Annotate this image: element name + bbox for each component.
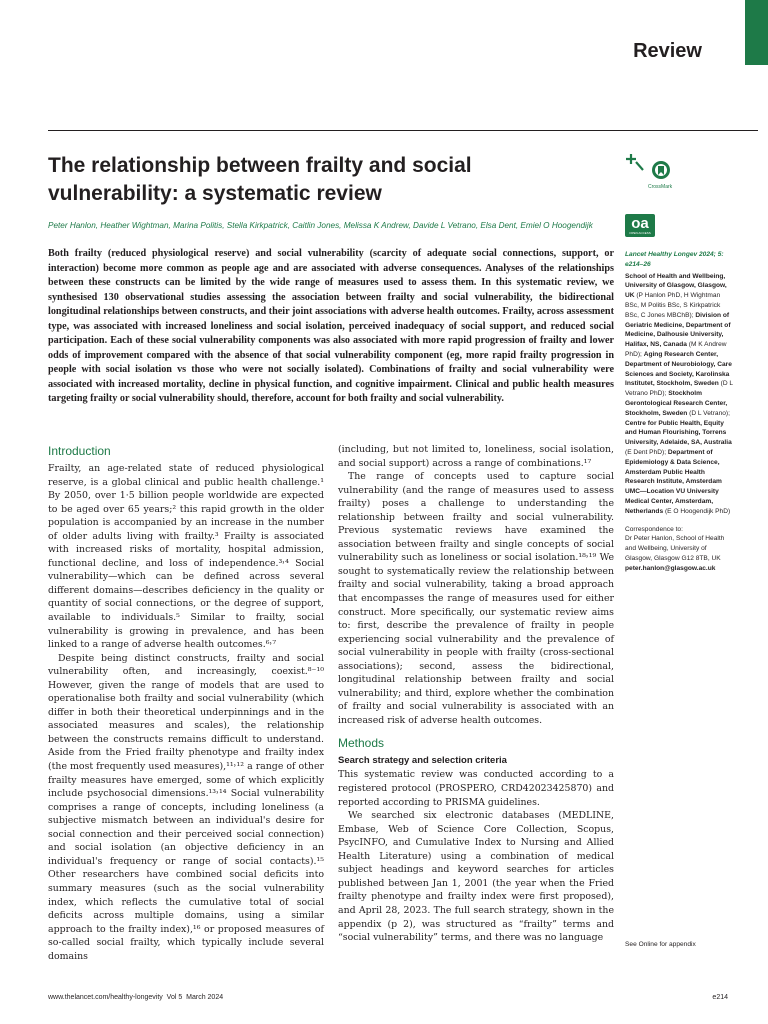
crossmark-label: CrossMark: [648, 184, 673, 190]
footer-url[interactable]: www.thelancet.com/healthy-longevity: [48, 994, 163, 1001]
page-number: e214: [712, 994, 728, 1001]
affiliation-authors: (E O Hoogendijk PhD): [664, 507, 731, 515]
affiliation-institution: Stockholm Gerontological Research Center, Stockholm, Sweden: [625, 390, 728, 417]
affiliation-institution: School of Health and Wellbeing, University of Glasgow, Glasgow, UK: [625, 272, 727, 300]
oa-small-label: OPEN ACCESS: [629, 231, 651, 235]
affiliation-institution: Department of Epidemiology & Data Science, Amsterdam Public Health Research Institute, Amsterdam UMC—Location VU University Medical Center, Amsterdam, Netherlands: [625, 448, 722, 515]
oa-label: oa: [631, 215, 649, 232]
intro-paragraph-1: Frailty, an age-related state of reduced physiological reserve, is a global clinical and public health challenge.¹ By 2050, over 1·5 billion people worldwide are expected to be aged over 65 years;² this rapid growth in the older population is accompanied by an increase in the number of older adults living with frailty.³ Frailty is associated with increased risks of mortality, hospital admission, functional decline, and loss of independence.³˒⁴ Social vulnerability—which can be defined across several different domains—describes deficiency in the quality or quantity of social connections, or the degree of support, available to individuals.⁵ Similar to frailty, social vulnerability is growing in prevalence, and has been linked to a range of adverse health outcomes.⁶˒⁷: [48, 463, 324, 651]
section-color-bar: [745, 0, 768, 65]
footer-left: [48, 994, 223, 1001]
intro-paragraph-2: Despite being distinct constructs, frailty and social vulnerability often, and increasingly, coexist.⁸⁻¹⁰ However, given the range of models that are used to operationalise both frailty and social vulnerability (which differ in both their theoretical underpinnings and in the associated measures and scales), the relationship between the constructs remains difficult to understand. Aside from the Fried frailty phenotype and frailty index (the most frequently used measures),¹¹˒¹² a range of other frailty measures have emerged, some of which explicitly include psychosocial dimensions.¹³˒¹⁴ Social vulnerability comprises a range of concepts, including loneliness (a subjective mismatch between an individual's desire for social connection and their perceived social connection) and social isolation (an objective deficiency in an individual's frequency or range of social contacts).¹⁵ Other researchers have combined social deficits into summary measures (such as the social vulnerability index, which reflects the cumulative total of social deficits across multiple domains, using a similar approach to the frailty index),¹⁶ or proposed measures of so-called social frailty, which typically include several domains: [48, 652, 324, 962]
section-label: Review: [633, 40, 702, 62]
correspondence-label: Correspondence to:: [625, 525, 683, 533]
appendix-note[interactable]: See Online for appendix: [625, 941, 696, 948]
affiliation-authors: (E Dent PhD);: [625, 448, 668, 456]
sidebar: [625, 250, 735, 574]
citation[interactable]: Lancet Healthy Longev 2024; 5: e214–26: [625, 251, 724, 268]
col2-paragraph-1: (including, but not limited to, loneliness, social isolation, and social support) across a range of combinations.¹⁷: [338, 444, 614, 469]
affiliation-authors: (D L Vetrano PhD);: [625, 380, 733, 398]
author-list[interactable]: Peter Hanlon, Heather Wightman, Marina Politis, Stella Kirkpatrick, Caitlin Jones, Melissa K Andrew, Davide L Vetrano, Elsa Dent, Emiel O Hoogendijk: [48, 221, 593, 230]
affiliation-authors: (D L Vetrano);: [689, 409, 730, 417]
col2-paragraph-2: The range of concepts used to capture social vulnerability (and the range of measures used to assess frailty) poses a challenge to understanding the relationship between frailty and social vulnerability. Previous systematic reviews have examined the association between frailty and single concepts of social vulnerability such as loneliness or social isolation.¹⁸˒¹⁹ We sought to systematically review the relationship between frailty and social vulnerability, taking a broad approach that encompasses the range of measures used for either construct. More specifically, our systematic review aims to: first, describe the prevalence of frailty in people experiencing social vulnerability and the prevalence of social vulnerability in people with frailty (cross-sectional associations); second, assess the bidirectional, longitudinal relationship between frailty and social vulnerability; and third, explore whether the combination of frailty and social vulnerability is associated with an increased risk of adverse health outcomes.: [338, 471, 614, 726]
affiliation-institution: Aging Research Center, Department of Neurobiology, Care Sciences and Society, Karolinska Institutet, Stockholm, Sweden: [625, 350, 732, 388]
affiliations: [625, 272, 735, 517]
article-title: The relationship between frailty and social vulnerability: a systematic review: [48, 154, 472, 205]
body-column-left: [48, 443, 324, 963]
body-column-right: [338, 443, 614, 945]
abstract: Both frailty (reduced physiological reserve) and social vulnerability (scarcity of adequate social connections, support, or interaction) become more common as people age and are associated with adverse consequences. Analyses of the relationships between these constructs can be limited by the wide range of measures used to assess them. In this systematic review, we synthesised 130 observational studies assessing the association between frailty and social vulnerability, the bidirectional longitudinal relationships between constructs, and their joint associations with adverse health outcomes. Frailty, across assessment type, was associated with increased loneliness and social isolation, perceived inadequacy of social support, and reduced social participation. Each of these social vulnerability components was also associated with more rapid progression of frailty and lower odds of improvement compared with the absence of that social vulnerability component (eg, more rapid frailty progression in people with social isolation vs those who were not socially isolated). Combinations of frailty and social vulnerability were associated with increased mortality, decline in physical function, and cognitive impairment. Clinical and public health measures targeting frailty or social vulnerability should, therefore, account for both frailty and social vulnerability.: [48, 248, 614, 404]
affiliation-institution: Centre for Public Health, Equity and Human Flourishing, Torrens University, Adelaide, SA, Australia: [625, 419, 732, 447]
methods-heading: Methods: [338, 736, 385, 751]
methods-paragraph-1: This systematic review was conducted according to a registered protocol (PROSPERO, CRD42023425870) and reported according to PRISMA guidelines.: [338, 769, 614, 808]
methods-paragraph-2: We searched six electronic databases (MEDLINE, Embase, Web of Science Core Collection, Scopus, PsycINFO, and Cumulative Index to Nursing and Allied Health Literature) using a combination of medical subject headings and keyword searches for articles published between Jan 1, 2001 (the year when the Fried frailty phenotype and frailty index were first proposed), and April 28, 2023. The full search strategy, shown in the appendix (p 2), was structured as “frailty” terms and “social vulnerability” terms, and there was no language: [338, 810, 614, 944]
footer-volume: Vol 5: [166, 994, 183, 1001]
open-access-badge: [625, 214, 655, 237]
crossmark-icon[interactable]: [625, 152, 675, 192]
correspondence-address: Dr Peter Hanlon, School of Health and Wellbeing, University of Glasgow, Glasgow G12 8TB, UK: [625, 535, 725, 562]
header-rule: [48, 130, 758, 131]
affiliation-institution: Division of Geriatric Medicine, Department of Medicine, Dalhousie University, Halifax, NS, Canada: [625, 311, 731, 349]
correspondence-email[interactable]: peter.hanlon@glasgow.ac.uk: [625, 564, 716, 572]
affiliation-authors: (M K Andrew PhD);: [625, 341, 727, 358]
methods-subheading: Search strategy and selection criteria: [338, 755, 507, 767]
introduction-heading: Introduction: [48, 444, 111, 458]
footer-date: March 2024: [186, 994, 224, 1001]
affiliation-authors: (P Hanlon PhD, H Wightman BSc, M Politis BSc, S Kirkpatrick BSc, C Jones MBChB);: [625, 292, 721, 319]
